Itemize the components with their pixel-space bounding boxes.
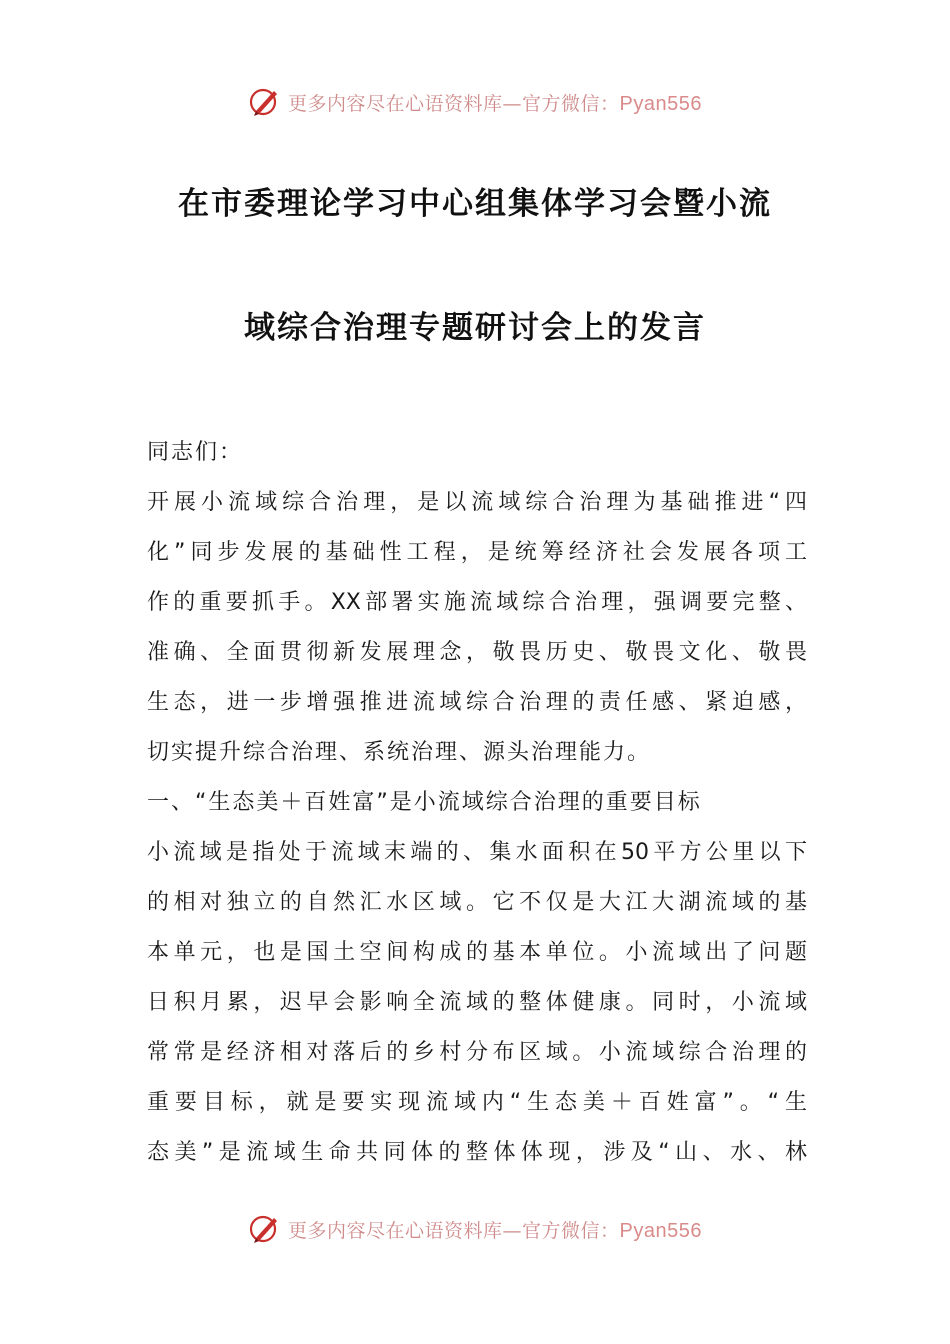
paragraph-line: 日积月累，迟早会影响全流域的整体健康。同时，小流域 (147, 990, 807, 1015)
pen-logo-icon (248, 85, 282, 119)
paragraph-line: 化”同步发展的基础性工程，是统筹经济社会发展各项工 (147, 540, 807, 565)
paragraph-line: 作的重要抓手。XX部署实施流域综合治理，强调要完整、 (147, 590, 807, 615)
paragraph-line: 开展小流域综合治理，是以流域综合治理为基础推进“四 (147, 490, 807, 515)
paragraph-line: 本单元，也是国土空间构成的基本单位。小流域出了问题 (147, 940, 807, 965)
paragraph-line: 态美”是流域生命共同体的整体体现，涉及“山、水、林 (147, 1140, 807, 1165)
document-body (147, 428, 807, 1178)
paragraph-line: 切实提升综合治理、系统治理、源头治理能力。 (147, 740, 652, 765)
paragraph-line: 的相对独立的自然汇水区域。它不仅是大江大湖流域的基 (147, 890, 807, 915)
watermark-banner-top (0, 82, 950, 122)
paragraph-line: 准确、全面贯彻新发展理念，敬畏历史、敬畏文化、敬畏 (147, 640, 807, 665)
watermark-handle: Pyan556 (619, 1219, 702, 1242)
watermark-handle: Pyan556 (619, 92, 702, 115)
watermark-banner-bottom (0, 1209, 950, 1249)
salutation-line: 同志们： (147, 440, 244, 465)
pen-logo-icon (248, 1212, 282, 1246)
watermark-text (288, 89, 702, 116)
section-heading: 一、“生态美＋百姓富”是小流域综合治理的重要目标 (147, 790, 702, 815)
watermark-text (288, 1216, 702, 1243)
paragraph-line: 小流域是指处于流域末端的、集水面积在50平方公里以下 (147, 840, 807, 865)
document-title-line-1: 在市委理论学习中心组集体学习会暨小流 (178, 186, 772, 222)
paragraph-line: 生态，进一步增强推进流域综合治理的责任感、紧迫感， (147, 690, 807, 715)
paragraph-line: 重要目标，就是要实现流域内“生态美＋百姓富”。“生 (147, 1090, 807, 1115)
document-title-line-2: 域综合治理专题研讨会上的发言 (244, 310, 706, 346)
watermark-label: 更多内容尽在心语资料库—官方微信： (288, 92, 620, 115)
watermark-label: 更多内容尽在心语资料库—官方微信： (288, 1219, 620, 1242)
paragraph-line: 常常是经济相对落后的乡村分布区域。小流域综合治理的 (147, 1040, 807, 1065)
